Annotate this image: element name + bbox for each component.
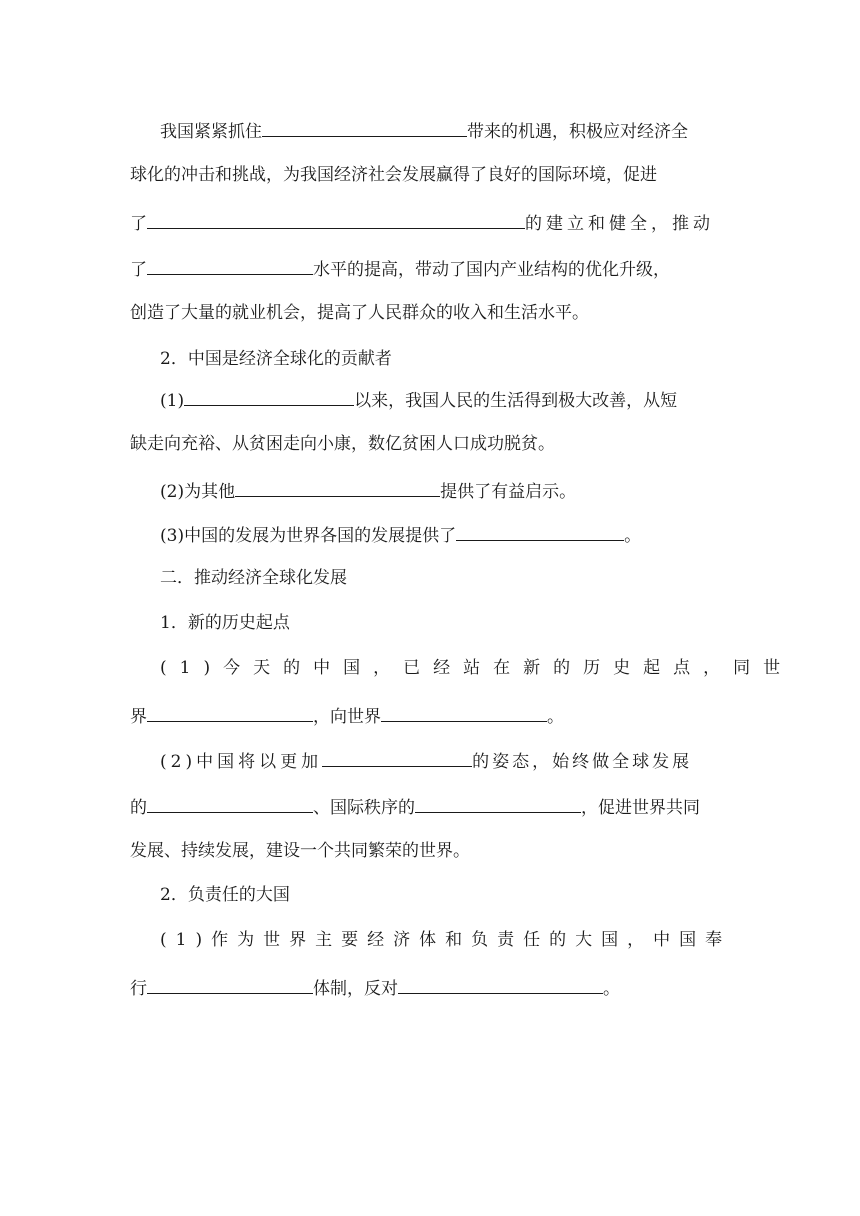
text: 行 bbox=[130, 979, 147, 999]
text-line bbox=[130, 929, 731, 951]
text: 缺走向充裕、从贫困走向小康，数亿贫困人口成功脱贫。 bbox=[130, 434, 555, 454]
text-line bbox=[130, 703, 564, 725]
text: ，促进世界共同 bbox=[581, 798, 700, 818]
fill-blank[interactable] bbox=[147, 703, 313, 722]
text-line bbox=[130, 387, 677, 409]
text: (3)中国的发展为世界各国的发展提供了 bbox=[160, 526, 457, 546]
text: (1)作为世界主要经济体和负责任的大国，中国奉 bbox=[160, 930, 732, 950]
text: (1) bbox=[160, 391, 185, 411]
text: 界 bbox=[130, 707, 147, 727]
fill-blank[interactable] bbox=[322, 748, 472, 767]
fill-blank[interactable] bbox=[235, 478, 440, 497]
text-line bbox=[130, 256, 670, 278]
fill-blank[interactable] bbox=[415, 794, 581, 813]
fill-blank[interactable] bbox=[262, 118, 467, 137]
fill-blank[interactable] bbox=[147, 256, 313, 275]
text: 水平的提高，带动了国内产业结构的优化升级， bbox=[313, 260, 670, 280]
text-line bbox=[130, 794, 700, 816]
text: 。 bbox=[547, 707, 564, 727]
text: 发展、持续发展，建设一个共同繁荣的世界。 bbox=[130, 841, 470, 861]
text-line bbox=[130, 118, 688, 140]
text: 、国际秩序的 bbox=[313, 798, 415, 818]
text-line bbox=[130, 164, 657, 186]
fill-blank[interactable] bbox=[381, 703, 547, 722]
text: 。 bbox=[603, 979, 620, 999]
text: ，向世界 bbox=[313, 707, 381, 727]
text: 球化的冲击和挑战，为我国经济社会发展赢得了良好的国际环境，促进 bbox=[130, 165, 657, 185]
fill-blank[interactable] bbox=[147, 975, 313, 994]
text: 创造了大量的就业机会，提高了人民群众的收入和生活水平。 bbox=[130, 303, 589, 323]
text-line bbox=[130, 748, 692, 770]
text: 的建立和健全，推动 bbox=[525, 214, 714, 234]
text-line bbox=[130, 840, 470, 862]
text: 提供了有益启示。 bbox=[440, 482, 577, 502]
text-line bbox=[130, 522, 641, 544]
text: 的姿态，始终做全球发展 bbox=[472, 752, 693, 772]
section-heading: 2．中国是经济全球化的贡献者 bbox=[160, 349, 392, 369]
fill-blank[interactable] bbox=[184, 387, 354, 406]
text: 了 bbox=[130, 260, 147, 280]
text: (2)中国将以更加 bbox=[160, 752, 323, 772]
text: 体制，反对 bbox=[313, 979, 398, 999]
text-line bbox=[130, 433, 555, 455]
fill-blank[interactable] bbox=[147, 210, 525, 229]
text: 的 bbox=[130, 798, 147, 818]
section-heading: 二．推动经济全球化发展 bbox=[160, 568, 347, 588]
text-line bbox=[130, 302, 589, 324]
text-line bbox=[130, 657, 793, 679]
section-heading: 1．新的历史起点 bbox=[160, 613, 290, 633]
text: 我国紧紧抓住 bbox=[160, 122, 262, 142]
text: 带来的机遇，积极应对经济全 bbox=[467, 122, 688, 142]
section-heading: 2．负责任的大国 bbox=[160, 885, 290, 905]
text: 以来，我国人民的生活得到极大改善，从短 bbox=[354, 391, 678, 411]
text: (2)为其他 bbox=[160, 482, 236, 502]
fill-blank[interactable] bbox=[398, 975, 603, 994]
text: 。 bbox=[624, 526, 642, 546]
fill-blank[interactable] bbox=[456, 522, 624, 541]
text-line bbox=[130, 478, 576, 500]
text-line bbox=[130, 210, 714, 232]
text: (1)今天的中国，已经站在新的历史起点，同世 bbox=[160, 658, 794, 678]
text: 了 bbox=[130, 214, 147, 234]
fill-blank[interactable] bbox=[147, 794, 313, 813]
text-line bbox=[130, 975, 620, 997]
